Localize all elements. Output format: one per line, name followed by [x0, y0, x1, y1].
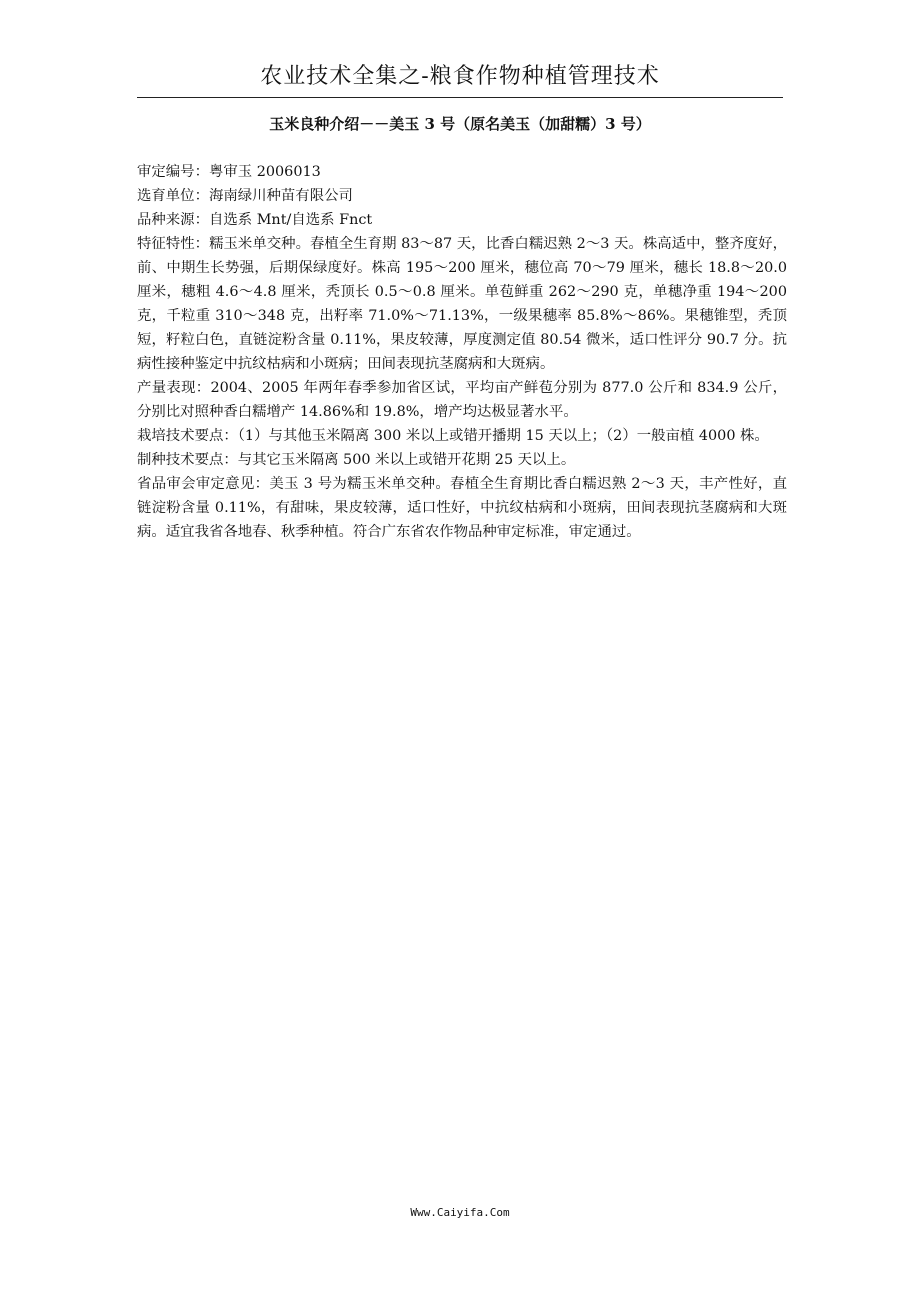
article-title: 玉米良种介绍－－美玉 3 号（原名美玉（加甜糯）3 号） — [269, 115, 651, 133]
article-body — [137, 160, 787, 544]
header-rule — [137, 97, 783, 98]
footer-url: Www.Caiyifa.Com — [410, 1206, 510, 1219]
paragraph-approval-number: 审定编号：粤审玉 2006013 — [137, 164, 321, 180]
paragraph-yield: 产量表现：2004、2005 年两年春季参加省区试，平均亩产鲜苞分别为 877.0 公斤和 834.9 公斤，分别比对照种香白糯增产 14.86%和 19.8%，增产均达极显著水平。 — [137, 380, 787, 420]
paragraph-committee-opinion: 省品审会审定意见：美玉 3 号为糯玉米单交种。春植全生育期比香白糯迟熟 2～3 天，丰产性好，直链淀粉含量 0.11%，有甜味，果皮较薄，适口性好，中抗纹枯病和小斑病，田间表现抗茎腐病和大斑病。适宜我省各地春、秋季种植。符合广东省农作物品种审定标准，审定通过。 — [137, 476, 787, 540]
running-header: 农业技术全集之-粮食作物种植管理技术 — [260, 64, 660, 89]
paragraph-cultivation: 栽培技术要点：（1）与其他玉米隔离 300 米以上或错开播期 15 天以上；（2）一般亩植 4000 株。 — [137, 428, 769, 444]
paragraph-origin: 品种来源：自选系 Mnt/自选系 Fnct — [137, 212, 373, 228]
paragraph-seed-production: 制种技术要点：与其它玉米隔离 500 米以上或错开花期 25 天以上。 — [137, 452, 576, 468]
paragraph-characteristics: 特征特性：糯玉米单交种。春植全生育期 83～87 天，比香白糯迟熟 2～3 天。株高适中，整齐度好，前、中期生长势强，后期保绿度好。株高 195～200 厘米，穗位高 70～79 厘米，穗长 18.8～20.0 厘米，穗粗 4.6～4.8 厘米，秃顶长 0.5～0.8 厘米。单苞鲜重 262～290 克，单穗净重 194～200 克，千粒重 310～348 克，出籽率 71.0%～71.13%，一级果穗率 85.8%～86%。果穗锥型，秃顶短，籽粒白色，直链淀粉含量 0.11%，果皮较薄，厚度测定值 80.54 微米，适口性评分 90.7 分。抗病性接种鉴定中抗纹枯病和小斑病；田间表现抗茎腐病和大斑病。 — [137, 236, 787, 372]
paragraph-breeder: 选育单位：海南绿川种苗有限公司 — [137, 188, 353, 204]
